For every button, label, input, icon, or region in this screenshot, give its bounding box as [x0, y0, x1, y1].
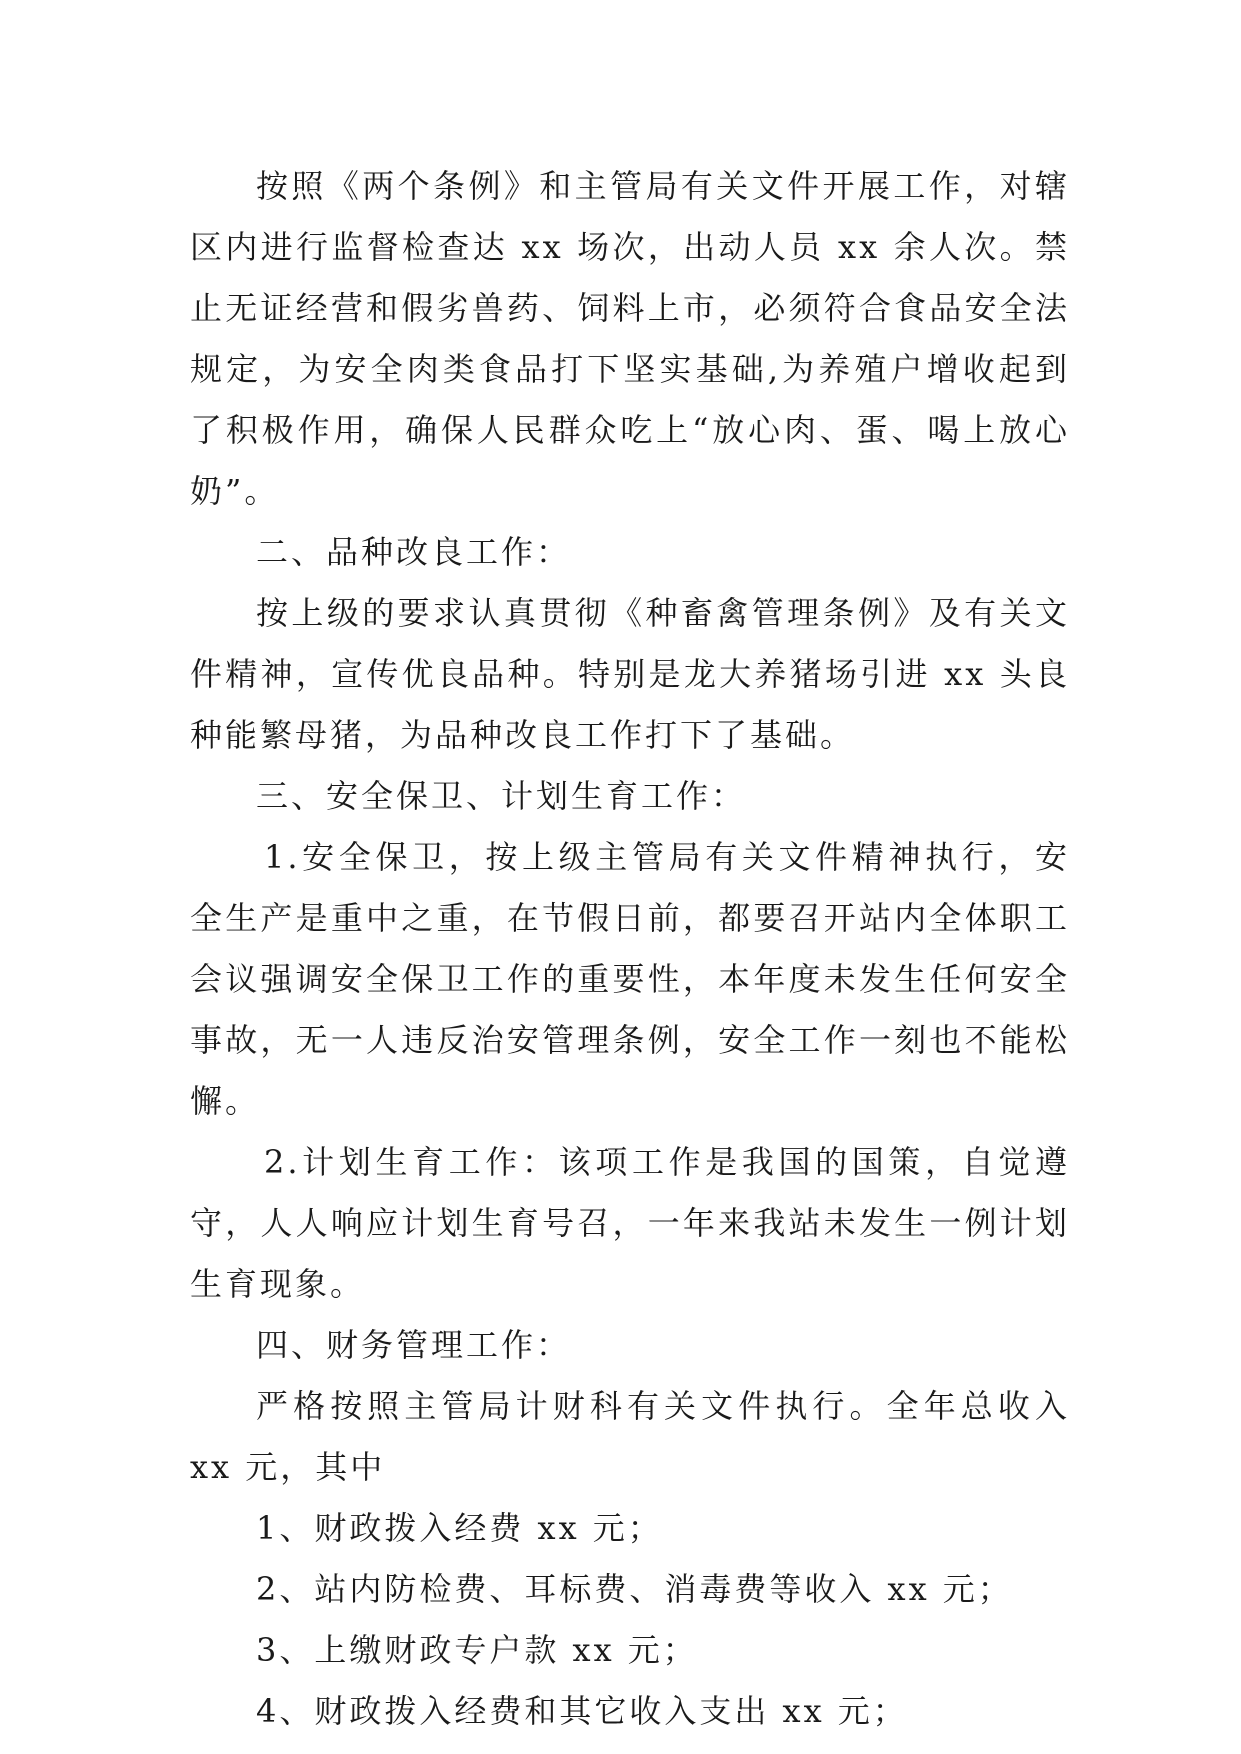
document-body — [190, 156, 1070, 1742]
paragraph-supervision: 按照《两个条例》和主管局有关文件开展工作，对辖区内进行监督检查达 xx 场次，出动人员 xx 余人次。禁止无证经营和假劣兽药、饲料上市，必须符合食品安全法规定，为安全肉类食品打下坚实基础,为养殖户增收起到了积极作用，确保人民群众吃上“放心肉、蛋、喝上放心奶”。 — [190, 167, 1070, 510]
finance-item-1: 1、财政拨入经费 xx 元； — [256, 1509, 663, 1547]
section-heading-breed-improvement: 二、品种改良工作： — [256, 533, 572, 571]
paragraph-safety: 1.安全保卫，按上级主管局有关文件精神执行，安全生产是重中之重，在节假日前，都要召开站内全体职工会议强调安全保卫工作的重要性，本年度未发生任何安全事故，无一人违反治安管理条例，安全工作一刻也不能松懈。 — [190, 838, 1070, 1120]
paragraph-finance-intro: 严格按照主管局计财科有关文件执行。全年总收入 xx 元，其中 — [190, 1387, 1070, 1486]
paragraph-family-planning: 2.计划生育工作：该项工作是我国的国策，自觉遵守，人人响应计划生育号召，一年来我站未发生一例计划生育现象。 — [190, 1143, 1070, 1303]
section-heading-finance: 四、财务管理工作： — [256, 1326, 572, 1364]
finance-item-2: 2、站内防检费、耳标费、消毒费等收入 xx 元； — [256, 1570, 1013, 1608]
finance-item-4: 4、财政拨入经费和其它收入支出 xx 元； — [256, 1692, 908, 1730]
paragraph-breed-improvement: 按上级的要求认真贯彻《种畜禽管理条例》及有关文件精神，宣传优良品种。特别是龙大养猪场引进 xx 头良种能繁母猪，为品种改良工作打下了基础。 — [190, 594, 1070, 754]
finance-item-3: 3、上缴财政专户款 xx 元； — [256, 1631, 698, 1669]
section-heading-safety-family-planning: 三、安全保卫、计划生育工作： — [256, 777, 747, 815]
